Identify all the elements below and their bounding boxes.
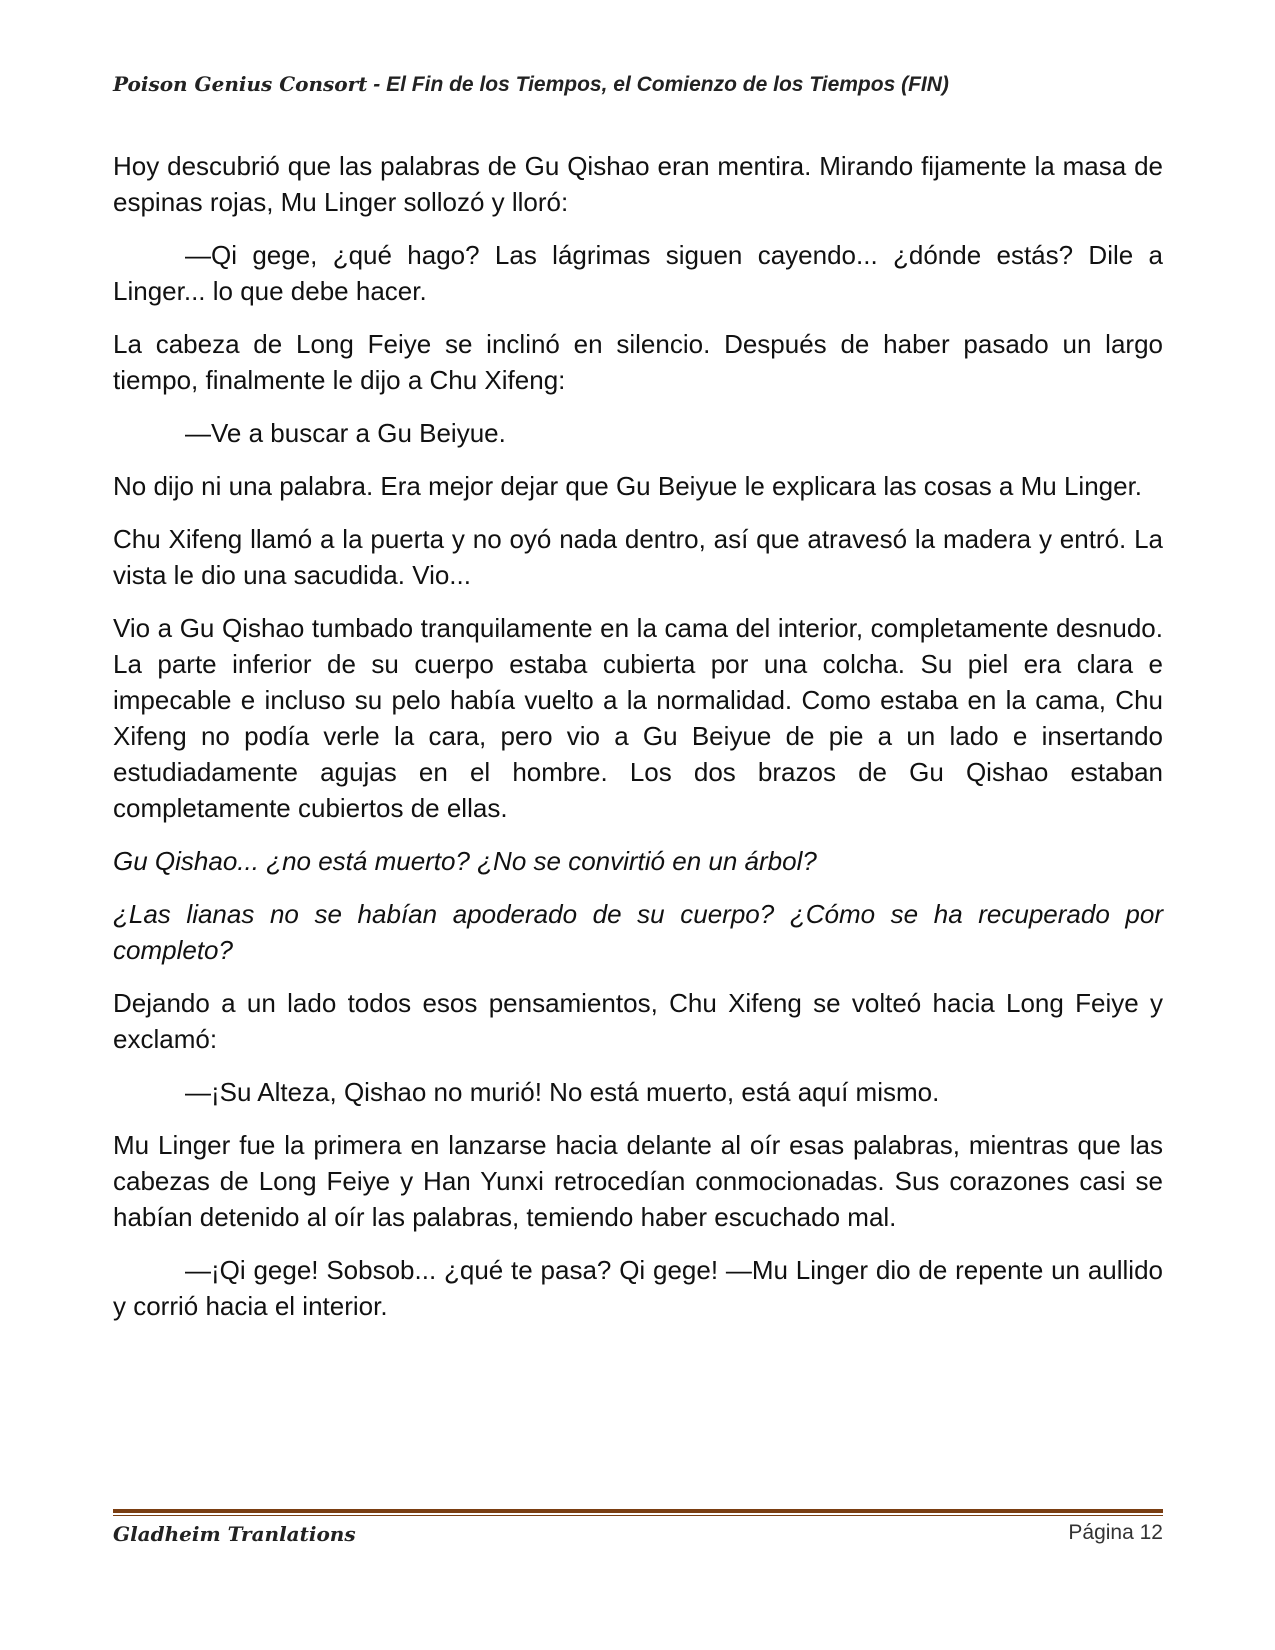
page-header <box>113 72 1163 97</box>
paragraph: No dijo ni una palabra. Era mejor dejar que Gu Beiyue le explicara las cosas a Mu Linger. <box>113 471 1143 501</box>
paragraph: Hoy descubrió que las palabras de Gu Qishao eran mentira. Mirando fijamente la masa de espinas rojas, Mu Linger sollozó y lloró: <box>113 151 1163 217</box>
thought-paragraph: ¿Las lianas no se habían apoderado de su cuerpo? ¿Cómo se ha recuperado por completo? <box>113 899 1163 965</box>
paragraph: Mu Linger fue la primera en lanzarse hacia delante al oír esas palabras, mientras que las cabezas de Long Feiye y Han Yunxi retrocedían conmocionadas. Sus corazones casi se habían detenido al oír las palabras, temiendo haber escuchado mal. <box>113 1130 1163 1232</box>
dialogue-paragraph: —Ve a buscar a Gu Beiyue. <box>185 418 506 448</box>
paragraph: Dejando a un lado todos esos pensamientos, Chu Xifeng se volteó hacia Long Feiye y exclamó: <box>113 988 1163 1054</box>
thought-paragraph: Gu Qishao... ¿no está muerto? ¿No se convirtió en un árbol? <box>113 846 817 876</box>
series-title: Poison Genius Consort <box>113 72 368 96</box>
dialogue-paragraph: —¡Qi gege! Sobsob... ¿qué te pasa? Qi gege! —Mu Linger dio de repente un aullido y corrió hacia el interior. <box>113 1255 1163 1321</box>
footer-divider-thin <box>113 1515 1163 1516</box>
header-separator: - <box>367 73 387 96</box>
chapter-title: El Fin de los Tiempos, el Comienzo de los Tiempos (FIN) <box>386 73 949 96</box>
footer-divider <box>113 1509 1163 1516</box>
paragraph: Vio a Gu Qishao tumbado tranquilamente en la cama del interior, completamente desnudo. La parte inferior de su cuerpo estaba cubierta por una colcha. Su piel era clara e impecable e incluso su pelo había vuelto a la normalidad. Como estaba en la cama, Chu Xifeng no podía verle la cara, pero vio a Gu Beiyue de pie a un lado e insertando estudiadamente agujas en el hombre. Los dos brazos de Gu Qishao estaban completamente cubiertos de ellas. <box>113 613 1163 823</box>
dialogue-paragraph: —¡Su Alteza, Qishao no murió! No está muerto, está aquí mismo. <box>185 1077 940 1107</box>
page-number: Página 12 <box>1068 1521 1163 1544</box>
footer-publisher: Gladheim Tranlations <box>113 1522 356 1546</box>
paragraph: La cabeza de Long Feiye se inclinó en silencio. Después de haber pasado un largo tiempo, finalmente le dijo a Chu Xifeng: <box>113 329 1163 395</box>
body-text <box>113 148 1163 1341</box>
paragraph: Chu Xifeng llamó a la puerta y no oyó nada dentro, así que atravesó la madera y entró. La vista le dio una sacudida. Vio... <box>113 524 1163 590</box>
footer-divider-thick <box>113 1509 1163 1513</box>
dialogue-paragraph: —Qi gege, ¿qué hago? Las lágrimas siguen cayendo... ¿dónde estás? Dile a Linger... lo que debe hacer. <box>113 240 1163 306</box>
